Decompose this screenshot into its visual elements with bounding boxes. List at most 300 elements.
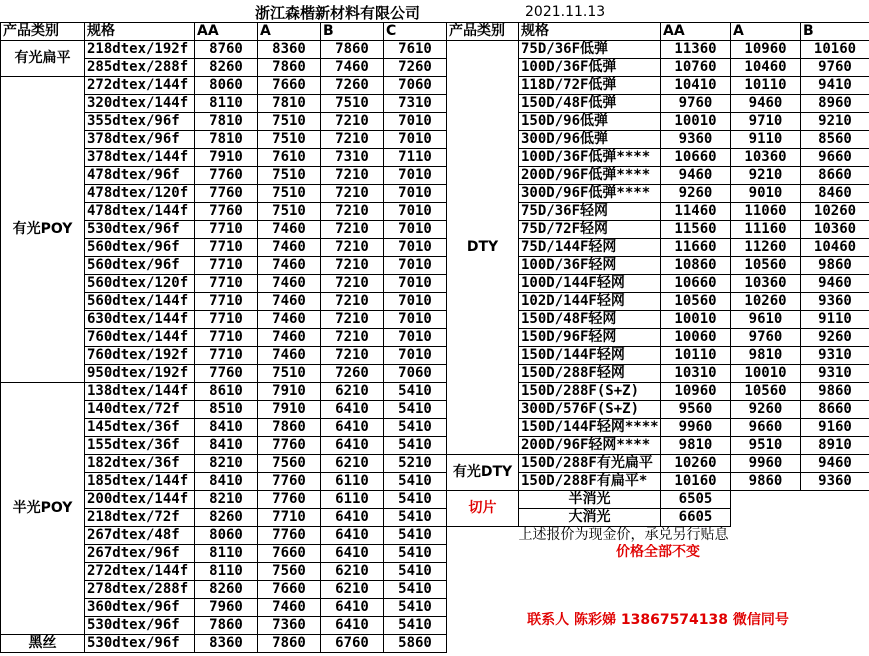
spec-cell: 150D/288F(S+Z) (519, 383, 661, 401)
price-cell: 5410 (384, 581, 447, 599)
spec-cell: 560dtex/96f (85, 257, 195, 275)
price-cell: 6410 (321, 437, 384, 455)
price-cell: 6410 (321, 545, 384, 563)
spec-cell: 100D/36F低弹 (519, 59, 661, 77)
price-cell: 9010 (731, 185, 801, 203)
price-cell: 7260 (321, 365, 384, 383)
price-cell: 10560 (731, 257, 801, 275)
price-cell: 8110 (195, 563, 258, 581)
price-cell: 7710 (195, 311, 258, 329)
price-cell: 9960 (661, 419, 731, 437)
empty-cell (447, 595, 869, 612)
price-cell: 8110 (195, 95, 258, 113)
spec-cell: 300D/576F(S+Z) (519, 401, 661, 419)
price-cell: 8060 (195, 77, 258, 95)
price-cell: 7810 (195, 113, 258, 131)
price-cell: 10410 (661, 77, 731, 95)
column-header: C (384, 23, 447, 41)
price-cell: 7210 (321, 221, 384, 239)
spec-cell: 100D/36F低弹**** (519, 149, 661, 167)
price-cell: 9360 (801, 293, 869, 311)
price-cell: 7010 (384, 347, 447, 365)
price-cell: 5410 (384, 401, 447, 419)
price-cell: 7660 (258, 77, 321, 95)
price-cell: 8460 (801, 185, 869, 203)
price-cell: 8260 (195, 59, 258, 77)
price-cell: 11260 (731, 239, 801, 257)
price-cell: 9660 (801, 149, 869, 167)
price-cell: 9560 (661, 401, 731, 419)
column-header: A (258, 23, 321, 41)
price-cell: 7960 (195, 599, 258, 617)
column-header: 规格 (85, 23, 195, 41)
spec-cell: 630dtex/144f (85, 311, 195, 329)
spacer-row (447, 595, 869, 612)
price-cell: 9810 (731, 347, 801, 365)
price-cell: 8210 (195, 455, 258, 473)
price-cell: 9460 (731, 95, 801, 113)
price-cell: 9660 (731, 419, 801, 437)
price-cell: 8610 (195, 383, 258, 401)
price-cell: 8560 (801, 131, 869, 149)
price-cell: 7810 (195, 131, 258, 149)
price-cell: 7860 (321, 41, 384, 59)
category-cell: 有光POY (1, 77, 85, 383)
empty-cell (801, 509, 869, 527)
price-cell: 10310 (661, 365, 731, 383)
price-cell: 11460 (661, 203, 731, 221)
price-cell: 10560 (661, 293, 731, 311)
spec-cell: 200D/96F低弹**** (519, 167, 661, 185)
price-cell: 7910 (258, 383, 321, 401)
price-cell: 5410 (384, 437, 447, 455)
price-cell: 9160 (801, 419, 869, 437)
category-cell: DTY (447, 41, 519, 455)
contact-info: 联系人 陈彩娣 13867574138 微信同号 (527, 612, 789, 628)
price-cell: 5860 (384, 635, 447, 653)
price-cell: 10060 (661, 329, 731, 347)
price-cell: 9260 (731, 401, 801, 419)
price-cell: 7610 (258, 149, 321, 167)
price-cell: 10010 (661, 311, 731, 329)
empty-cell (447, 561, 869, 578)
price-cell: 8260 (195, 509, 258, 527)
spec-cell: 218dtex/72f (85, 509, 195, 527)
price-cell: 7710 (195, 293, 258, 311)
price-cell: 7810 (258, 95, 321, 113)
empty-cell (447, 578, 869, 595)
price-cell: 9260 (801, 329, 869, 347)
spec-cell: 150D/96低弹 (519, 113, 661, 131)
spec-cell: 360dtex/96f (85, 599, 195, 617)
price-cell: 7460 (258, 599, 321, 617)
chips-category: 切片 (447, 491, 519, 527)
category-cell: 有光扁平 (1, 41, 85, 77)
note-row (447, 527, 869, 545)
price-cell: 7010 (384, 167, 447, 185)
price-cell: 6210 (321, 563, 384, 581)
spec-cell: 760dtex/192f (85, 347, 195, 365)
price-cell: 7760 (195, 203, 258, 221)
price-cell: 8760 (195, 41, 258, 59)
price-cell: 8910 (801, 437, 869, 455)
price-cell: 7910 (195, 149, 258, 167)
price-cell: 7710 (195, 239, 258, 257)
price-cell: 7310 (384, 95, 447, 113)
price-cell: 7760 (258, 491, 321, 509)
price-cell: 9860 (801, 257, 869, 275)
spec-cell: 300D/96低弹 (519, 131, 661, 149)
price-cell: 5410 (384, 473, 447, 491)
price-cell: 7460 (258, 329, 321, 347)
price-cell: 9760 (801, 59, 869, 77)
price-cell: 9960 (731, 455, 801, 473)
spec-cell: 378dtex/96f (85, 131, 195, 149)
price-cell: 6210 (321, 383, 384, 401)
price-cell: 5410 (384, 491, 447, 509)
price-cell: 10110 (661, 347, 731, 365)
price-cell: 5410 (384, 617, 447, 635)
price-cell: 6760 (321, 635, 384, 653)
price-cell: 9760 (731, 329, 801, 347)
price-cell: 7860 (258, 419, 321, 437)
price-cell: 9710 (731, 113, 801, 131)
price-cell: 7460 (258, 293, 321, 311)
header-row (447, 23, 869, 41)
price-cell: 9110 (801, 311, 869, 329)
price-cell: 7460 (258, 347, 321, 365)
price-cell: 7760 (195, 167, 258, 185)
price-cell: 7010 (384, 275, 447, 293)
price-cell: 7260 (321, 77, 384, 95)
spec-cell: 300D/96F低弹**** (519, 185, 661, 203)
spec-cell: 75D/36F低弹 (519, 41, 661, 59)
price-cell: 7860 (195, 617, 258, 635)
price-cell: 7460 (258, 311, 321, 329)
price-cell: 9460 (661, 167, 731, 185)
spec-cell: 267dtex/48f (85, 527, 195, 545)
column-header: 规格 (519, 23, 661, 41)
price-cell: 7060 (384, 365, 447, 383)
price-cell: 9760 (661, 95, 731, 113)
price-cell: 5410 (384, 419, 447, 437)
price-cell: 7210 (321, 167, 384, 185)
table-row (1, 41, 447, 59)
price-cell: 7010 (384, 257, 447, 275)
spec-cell: 272dtex/144f (85, 563, 195, 581)
price-cell: 9310 (801, 347, 869, 365)
price-cell: 10110 (731, 77, 801, 95)
price-cell: 9110 (731, 131, 801, 149)
chips-row (447, 491, 869, 509)
price-cell: 7310 (321, 149, 384, 167)
price-cell: 9360 (661, 131, 731, 149)
price-cell: 7560 (258, 455, 321, 473)
price-cell: 6410 (321, 527, 384, 545)
price-cell: 10960 (661, 383, 731, 401)
price-cell: 11660 (661, 239, 731, 257)
price-cell: 7660 (258, 581, 321, 599)
price-cell: 6410 (321, 401, 384, 419)
table-row (447, 41, 869, 59)
price-cell: 9810 (661, 437, 731, 455)
price-cell: 7010 (384, 293, 447, 311)
price-cell: 7010 (384, 203, 447, 221)
price-cell: 8110 (195, 545, 258, 563)
price-cell: 9310 (801, 365, 869, 383)
left-price-table (0, 22, 447, 653)
spec-cell: 150D/144F轻网**** (519, 419, 661, 437)
table-row (1, 383, 447, 401)
chips-grade: 半消光 (519, 491, 661, 509)
empty-cell (731, 509, 801, 527)
spec-cell: 278dtex/288f (85, 581, 195, 599)
price-cell: 7210 (321, 275, 384, 293)
table-row (447, 455, 869, 473)
price-cell: 10760 (661, 59, 731, 77)
price-cell: 11560 (661, 221, 731, 239)
price-cell: 9360 (801, 473, 869, 491)
spec-cell: 530dtex/96f (85, 221, 195, 239)
spacer-row (447, 561, 869, 578)
price-cell: 7210 (321, 185, 384, 203)
price-cell: 10960 (731, 41, 801, 59)
spec-cell: 530dtex/96f (85, 635, 195, 653)
price-cell: 6410 (321, 617, 384, 635)
spec-cell: 150D/48F低弹 (519, 95, 661, 113)
table-row (1, 635, 447, 653)
price-cell: 9410 (801, 77, 869, 95)
spec-cell: 200D/96F轻网**** (519, 437, 661, 455)
empty-cell (801, 491, 869, 509)
price-cell: 7760 (258, 437, 321, 455)
price-cell: 11360 (661, 41, 731, 59)
spec-cell: 560dtex/96f (85, 239, 195, 257)
spec-cell: 100D/144F轻网 (519, 275, 661, 293)
price-cell: 7210 (321, 113, 384, 131)
price-cell: 8410 (195, 419, 258, 437)
price-cell: 8510 (195, 401, 258, 419)
price-cell: 7210 (321, 293, 384, 311)
price-cell: 9860 (801, 383, 869, 401)
price-cell: 5410 (384, 527, 447, 545)
price-cell: 7860 (258, 59, 321, 77)
price-cell: 6110 (321, 473, 384, 491)
spec-cell: 560dtex/144f (85, 293, 195, 311)
price-cell: 8060 (195, 527, 258, 545)
price-note: 上述报价为现金价，承兑另行贴息 (518, 527, 729, 543)
column-header: 产品类别 (447, 23, 519, 41)
price-cell: 7660 (258, 545, 321, 563)
price-cell: 7210 (321, 239, 384, 257)
price-cell: 7210 (321, 203, 384, 221)
price-cell: 5210 (384, 455, 447, 473)
spec-cell: 138dtex/144f (85, 383, 195, 401)
spec-cell: 140dtex/72f (85, 401, 195, 419)
table-row (1, 77, 447, 95)
price-cell: 9460 (801, 275, 869, 293)
price-cell: 7460 (258, 275, 321, 293)
spec-cell: 378dtex/144f (85, 149, 195, 167)
price-cell: 8660 (801, 167, 869, 185)
empty-cell (731, 491, 801, 509)
price-cell: 9260 (661, 185, 731, 203)
spec-cell: 155dtex/36f (85, 437, 195, 455)
spec-cell: 150D/288F轻网 (519, 365, 661, 383)
price-cell: 7010 (384, 329, 447, 347)
price-cell: 6410 (321, 419, 384, 437)
price-cell: 7010 (384, 239, 447, 257)
price-cell: 6410 (321, 509, 384, 527)
price-cell: 10260 (731, 293, 801, 311)
price-cell: 8210 (195, 491, 258, 509)
header-row (1, 23, 447, 41)
price-cell: 8410 (195, 473, 258, 491)
price-cell: 7210 (321, 329, 384, 347)
price-cell: 10460 (731, 59, 801, 77)
spec-cell: 118D/72F低弹 (519, 77, 661, 95)
price-cell: 7760 (195, 365, 258, 383)
price-cell: 6210 (321, 581, 384, 599)
price-cell: 7010 (384, 131, 447, 149)
column-header: AA (195, 23, 258, 41)
price-cell: 7460 (258, 221, 321, 239)
spec-cell: 530dtex/96f (85, 617, 195, 635)
spec-cell: 950dtex/192f (85, 365, 195, 383)
price-cell: 9210 (731, 167, 801, 185)
price-cell: 7710 (195, 221, 258, 239)
price-cell: 7760 (258, 473, 321, 491)
price-cell: 6110 (321, 491, 384, 509)
price-cell: 11060 (731, 203, 801, 221)
spec-cell: 185dtex/144f (85, 473, 195, 491)
price-cell: 10010 (661, 113, 731, 131)
spec-cell: 285dtex/288f (85, 59, 195, 77)
spec-cell: 102D/144F轻网 (519, 293, 661, 311)
price-cell: 10160 (801, 41, 869, 59)
price-cell: 10260 (661, 455, 731, 473)
price-cell: 7560 (258, 563, 321, 581)
price-cell: 7510 (258, 203, 321, 221)
contact-row (447, 612, 869, 629)
price-cell: 7710 (195, 257, 258, 275)
spec-cell: 150D/288F有光扁平 (519, 455, 661, 473)
price-cell: 7760 (195, 185, 258, 203)
price-cell: 7460 (321, 59, 384, 77)
price-cell: 10160 (661, 473, 731, 491)
column-header: AA (661, 23, 731, 41)
price-cell: 10260 (801, 203, 869, 221)
price-cell: 8660 (801, 401, 869, 419)
price-cell: 7510 (258, 185, 321, 203)
price-cell: 9460 (801, 455, 869, 473)
chips-price: 6605 (661, 509, 731, 527)
price-cell: 9610 (731, 311, 801, 329)
price-cell: 5410 (384, 545, 447, 563)
price-cell: 7210 (321, 311, 384, 329)
sheet-title-bar (0, 0, 869, 22)
price-cell: 7210 (321, 347, 384, 365)
category-cell: 半光POY (1, 383, 85, 635)
price-cell: 10360 (801, 221, 869, 239)
spec-cell: 355dtex/96f (85, 113, 195, 131)
notice-row (447, 544, 869, 561)
spec-cell: 478dtex/144f (85, 203, 195, 221)
price-cell: 7210 (321, 257, 384, 275)
price-cell: 5410 (384, 509, 447, 527)
price-cell: 8960 (801, 95, 869, 113)
price-cell: 7510 (258, 113, 321, 131)
price-cell: 7210 (321, 131, 384, 149)
spec-cell: 100D/36F轻网 (519, 257, 661, 275)
column-header: B (321, 23, 384, 41)
spec-cell: 272dtex/144f (85, 77, 195, 95)
price-cell: 6410 (321, 599, 384, 617)
column-header: B (801, 23, 869, 41)
price-cell: 7510 (258, 131, 321, 149)
spec-cell: 478dtex/96f (85, 167, 195, 185)
quote-date: 2021.11.13 (525, 4, 606, 20)
price-cell: 8410 (195, 437, 258, 455)
price-cell: 10360 (731, 275, 801, 293)
price-unchanged-notice: 价格全部不变 (616, 544, 700, 560)
spec-cell: 150D/144F轻网 (519, 347, 661, 365)
price-cell: 7010 (384, 185, 447, 203)
price-cell: 7510 (258, 167, 321, 185)
spec-cell: 267dtex/96f (85, 545, 195, 563)
price-cell: 7710 (258, 509, 321, 527)
price-cell: 10360 (731, 149, 801, 167)
price-cell: 9860 (731, 473, 801, 491)
price-cell: 8360 (258, 41, 321, 59)
right-price-table (446, 22, 869, 629)
price-cell: 10660 (661, 149, 731, 167)
price-cell: 7710 (195, 347, 258, 365)
spec-cell: 218dtex/192f (85, 41, 195, 59)
category-cell: 黑丝 (1, 635, 85, 653)
spec-cell: 75D/72F轻网 (519, 221, 661, 239)
price-cell: 7360 (258, 617, 321, 635)
spec-cell: 478dtex/120f (85, 185, 195, 203)
category-cell: 有光DTY (447, 455, 519, 491)
price-cell: 7860 (258, 635, 321, 653)
price-cell: 7110 (384, 149, 447, 167)
spec-cell: 75D/144F轻网 (519, 239, 661, 257)
company-name: 浙江森楷新材料有限公司 (255, 4, 421, 22)
price-cell: 5410 (384, 563, 447, 581)
price-cell: 10010 (731, 365, 801, 383)
spacer-row (447, 578, 869, 595)
price-cell: 7260 (384, 59, 447, 77)
price-cell: 8360 (195, 635, 258, 653)
price-cell: 7510 (258, 365, 321, 383)
price-cell: 7010 (384, 221, 447, 239)
column-header: A (731, 23, 801, 41)
spec-cell: 145dtex/36f (85, 419, 195, 437)
price-cell: 7460 (258, 239, 321, 257)
price-cell: 7710 (195, 329, 258, 347)
price-cell: 9210 (801, 113, 869, 131)
price-cell: 11160 (731, 221, 801, 239)
chips-grade: 大消光 (519, 509, 661, 527)
price-cell: 5410 (384, 383, 447, 401)
price-cell: 7010 (384, 113, 447, 131)
spec-cell: 150D/288F有扁平* (519, 473, 661, 491)
price-cell: 10660 (661, 275, 731, 293)
spec-cell: 182dtex/36f (85, 455, 195, 473)
spec-cell: 150D/96F轻网 (519, 329, 661, 347)
price-cell: 8260 (195, 581, 258, 599)
